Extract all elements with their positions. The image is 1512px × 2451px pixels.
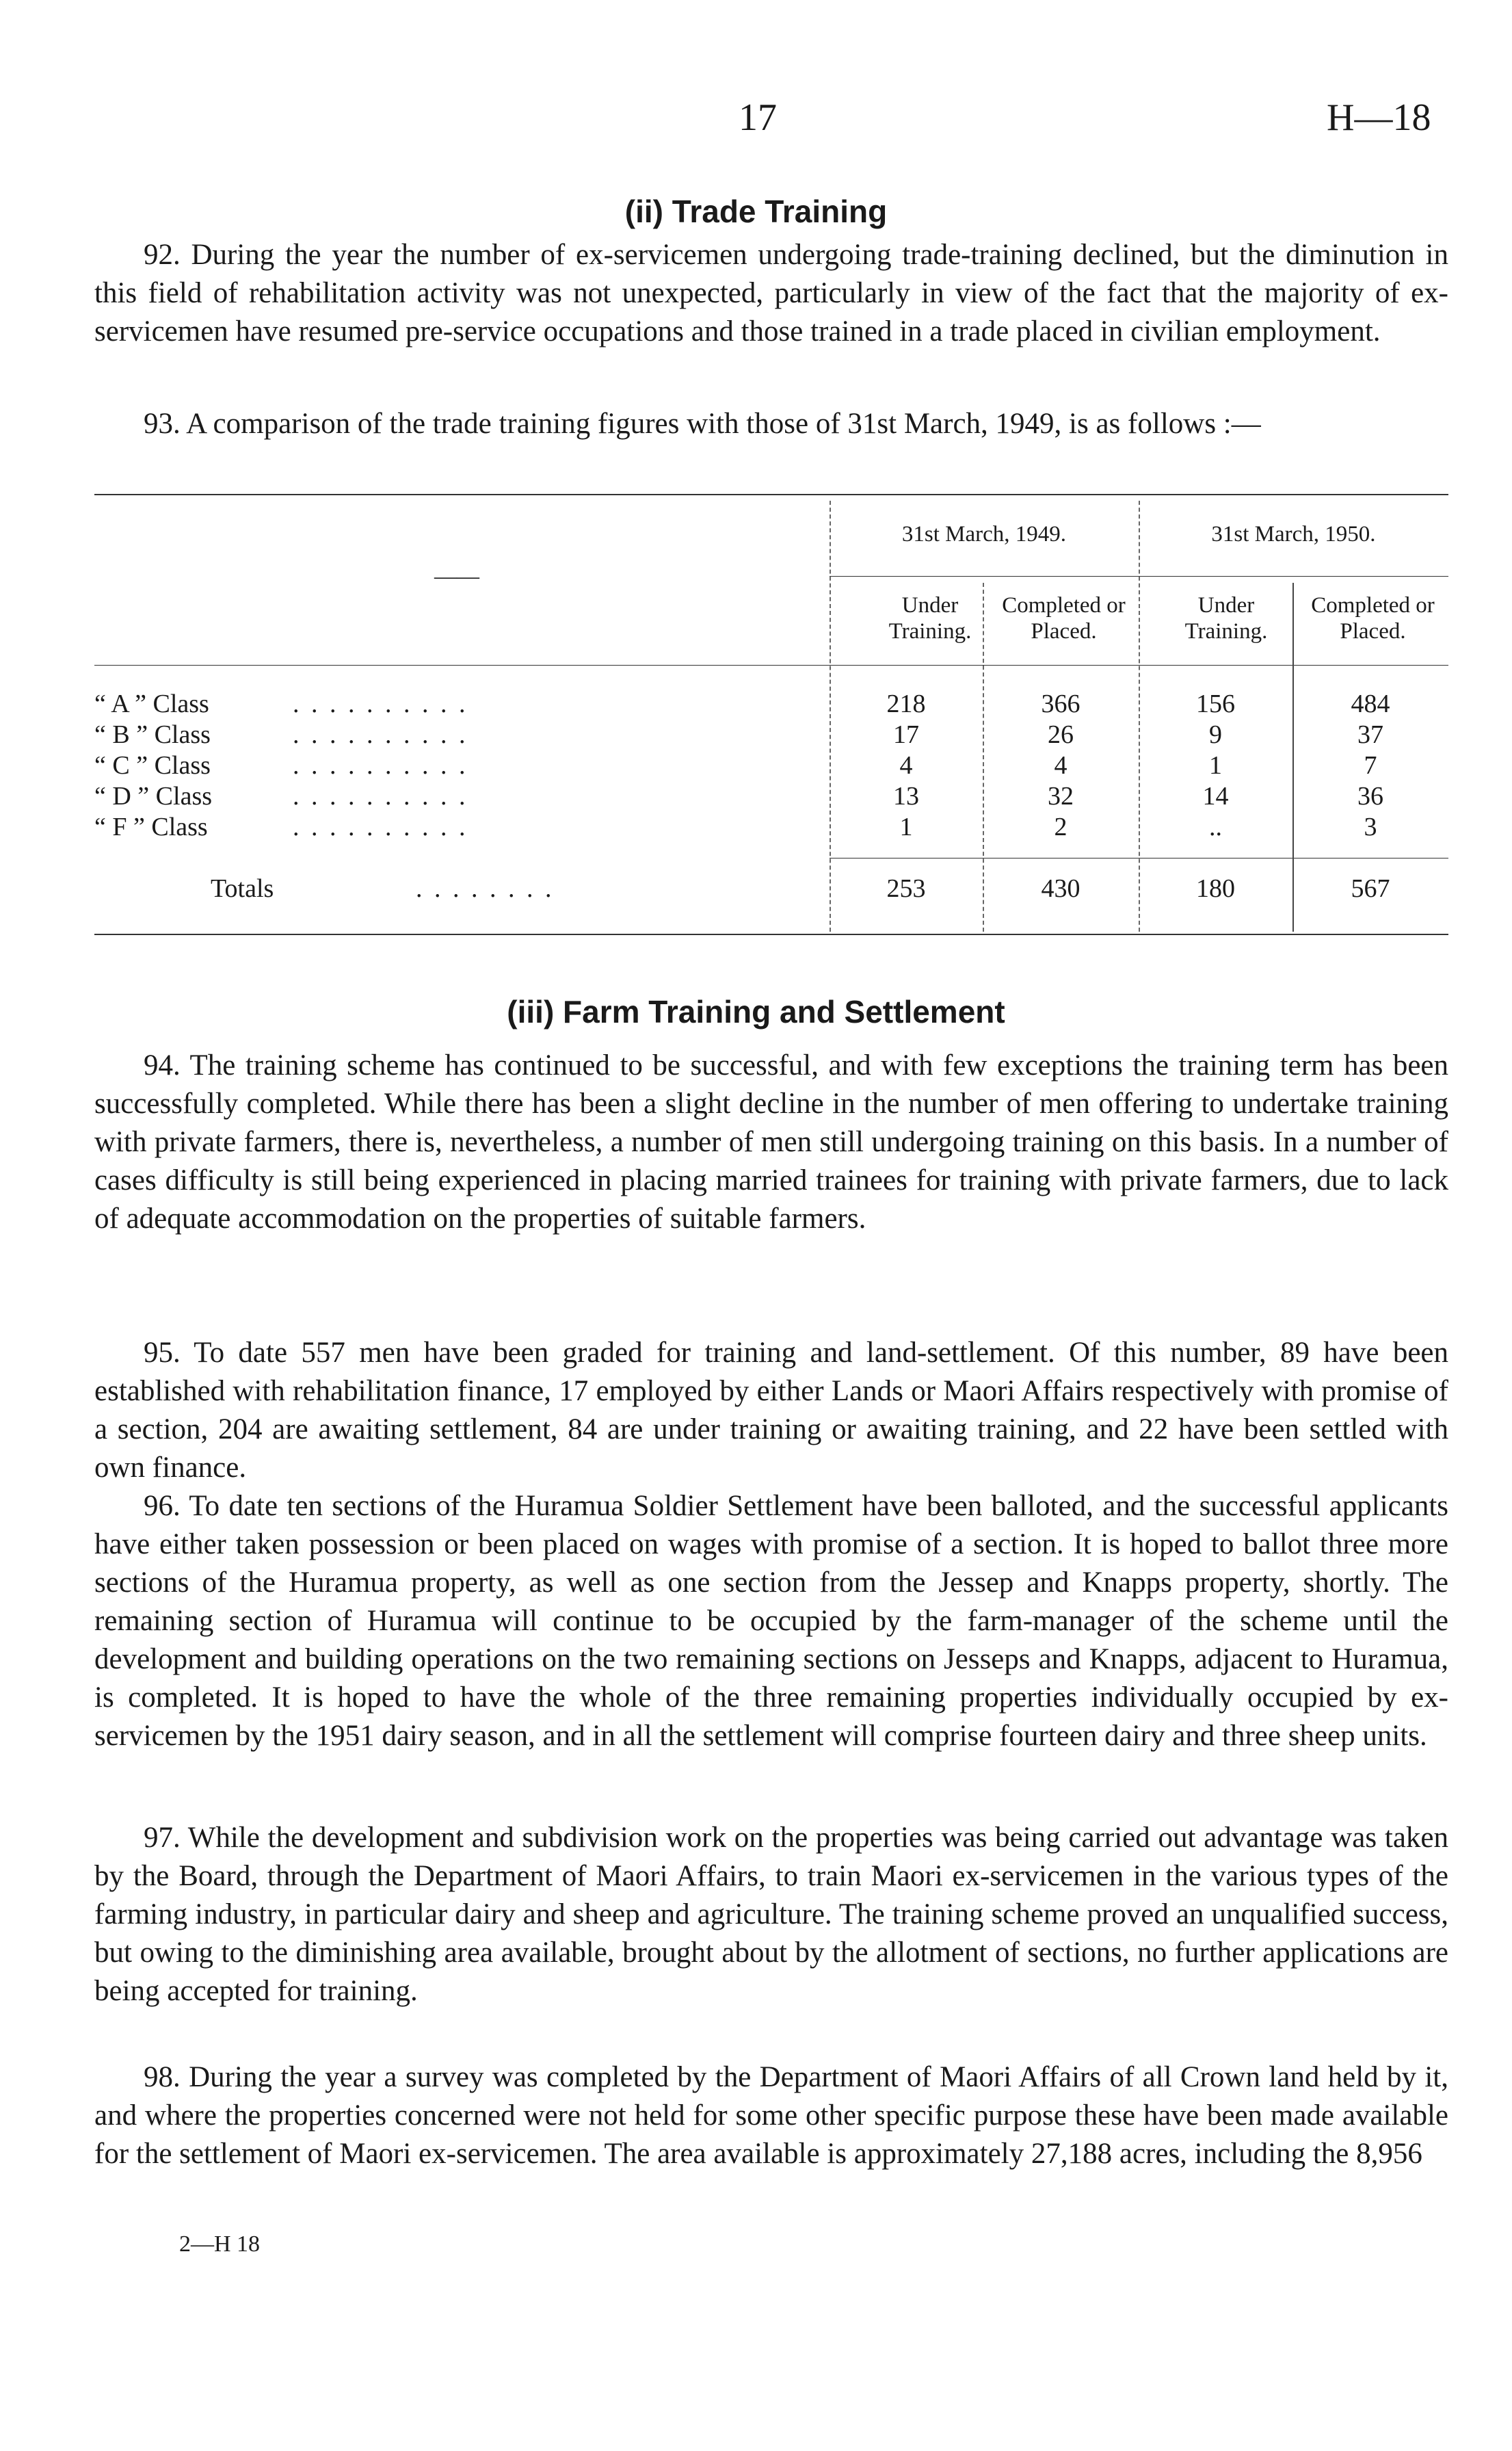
trade-training-table xyxy=(94,494,1448,956)
footer-code: 2—H 18 xyxy=(179,2231,261,2257)
trade-training-heading: (ii) Trade Training xyxy=(624,194,888,229)
row-label: “ A ” Class xyxy=(94,690,209,718)
paragraph-92: 92. During the year the number of ex-servicemen undergoing trade-training declined, but the diminution in this field of rehabilitation activity was not unexpected, particularly in view of the fact that the majority of ex-servicemen have resumed pre-service occupations and those trained in a trade placed in civilian employment. xyxy=(94,239,1448,348)
cell: .. xyxy=(1209,813,1222,841)
cell: 4 xyxy=(899,751,913,780)
cell: 3 xyxy=(1364,813,1377,841)
paragraph-95: 95. To date 557 men have been graded for training and land-settlement. Of this number, 89 have been established with rehabilitation finance, 17 employed by either Lands or Maori Affairs respectively with promise of a section, 204 are awaiting settlement, 84 are under training or awaiting training, and 22 have been settled with own finance. xyxy=(94,1337,1448,1484)
leader-dots: . . . . . . . . . . xyxy=(293,690,468,718)
cell: 218 xyxy=(886,690,926,718)
total-cell: 253 xyxy=(886,874,926,903)
cell: 17 xyxy=(893,720,919,749)
cell: 2 xyxy=(1054,813,1067,841)
group-header-1950: 31st March, 1950. xyxy=(1211,522,1376,547)
subheader-under-training-1949: Under Training. xyxy=(888,593,972,644)
row-label: “ D ” Class xyxy=(94,782,213,811)
subheader-under-training-1950: Under Training. xyxy=(1184,593,1268,644)
cell: 366 xyxy=(1041,690,1080,718)
row-label: “ B ” Class xyxy=(94,720,211,749)
document-code: H—18 xyxy=(1327,96,1431,139)
subheader-completed-1950: Completed or Placed. xyxy=(1311,593,1435,644)
group-header-1949: 31st March, 1949. xyxy=(901,522,1067,547)
paragraph-94: 94. The training scheme has continued to be successful, and with few exceptions the training term has been successfully completed. While there has been a slight decline in the number of men offering to undertake training with private farmers, there is, nevertheless, a number of men still undergoing training on this basis. In a number of cases difficulty is still being experienced in placing married trainees for training with private farmers, due to lack of adequate accommodation on the properties of suitable farmers. xyxy=(94,1049,1448,1235)
leader-dots: . . . . . . . . . . xyxy=(293,720,468,749)
cell: 7 xyxy=(1364,751,1377,780)
paragraph-96: 96. To date ten sections of the Huramua Soldier Settlement have been balloted, and the successful applicants have either taken possession or been placed on wages with promise of a section. It is hoped to ballot three more sections of the Huramua property, as well as one section from the Jessep and Knapps property, shortly. The remaining section of Huramua will continue to be occupied by the farm-manager of the scheme until the development and building operations on the two remaining sections on Jesseps and Knapps, adjacent to Huramua, is completed. It is hoped to have the whole of the three remaining properties individually occupied by ex-servicemen by the 1951 dairy season, and in all the settlement will comprise fourteen dairy and three sheep units. xyxy=(94,1490,1448,1752)
farm-training-heading: (iii) Farm Training and Settlement xyxy=(507,994,1005,1030)
cell: 156 xyxy=(1196,690,1235,718)
page-number: 17 xyxy=(739,96,777,139)
leader-dots: . . . . . . . . . . xyxy=(293,782,468,811)
cell: 26 xyxy=(1048,720,1074,749)
paragraph-93: 93. A comparison of the trade training figures with those of 31st March, 1949, is as follows :— xyxy=(144,408,1261,440)
totals-label: Totals xyxy=(211,874,274,903)
stub-header: —— xyxy=(434,564,479,589)
cell: 484 xyxy=(1351,690,1390,718)
cell: 14 xyxy=(1202,782,1229,811)
cell: 32 xyxy=(1048,782,1074,811)
cell: 4 xyxy=(1054,751,1067,780)
leader-dots: . . . . . . . . . . xyxy=(293,813,468,841)
row-label: “ F ” Class xyxy=(94,813,208,841)
cell: 13 xyxy=(893,782,919,811)
total-cell: 430 xyxy=(1041,874,1080,903)
row-label: “ C ” Class xyxy=(94,751,211,780)
leader-dots: . . . . . . . . . . xyxy=(293,751,468,780)
cell: 36 xyxy=(1357,782,1383,811)
paragraph-97: 97. While the development and subdivision work on the properties was being carried out advantage was taken by the Board, through the Department of Maori Affairs, to train Maori ex-servicemen in the various types of the farming industry, in particular dairy and sheep and agriculture. The training scheme proved an unqualified success, but owing to the diminishing area available, brought about by the allotment of sections, no further applications are being accepted for training. xyxy=(94,1822,1448,2007)
total-cell: 180 xyxy=(1196,874,1235,903)
total-cell: 567 xyxy=(1351,874,1390,903)
paragraph-98: 98. During the year a survey was completed by the Department of Maori Affairs of all Crown land held by it, and where the properties concerned were not held for some other specific purpose these have been made available for the settlement of Maori ex-servicemen. The area available is approximately 27,188 acres, including the 8,956 xyxy=(94,2061,1448,2170)
cell: 1 xyxy=(899,813,913,841)
cell: 9 xyxy=(1209,720,1222,749)
cell: 37 xyxy=(1357,720,1383,749)
cell: 1 xyxy=(1209,751,1222,780)
subheader-completed-1949: Completed or Placed. xyxy=(1002,593,1126,644)
leader-dots: . . . . . . . . xyxy=(416,874,555,903)
